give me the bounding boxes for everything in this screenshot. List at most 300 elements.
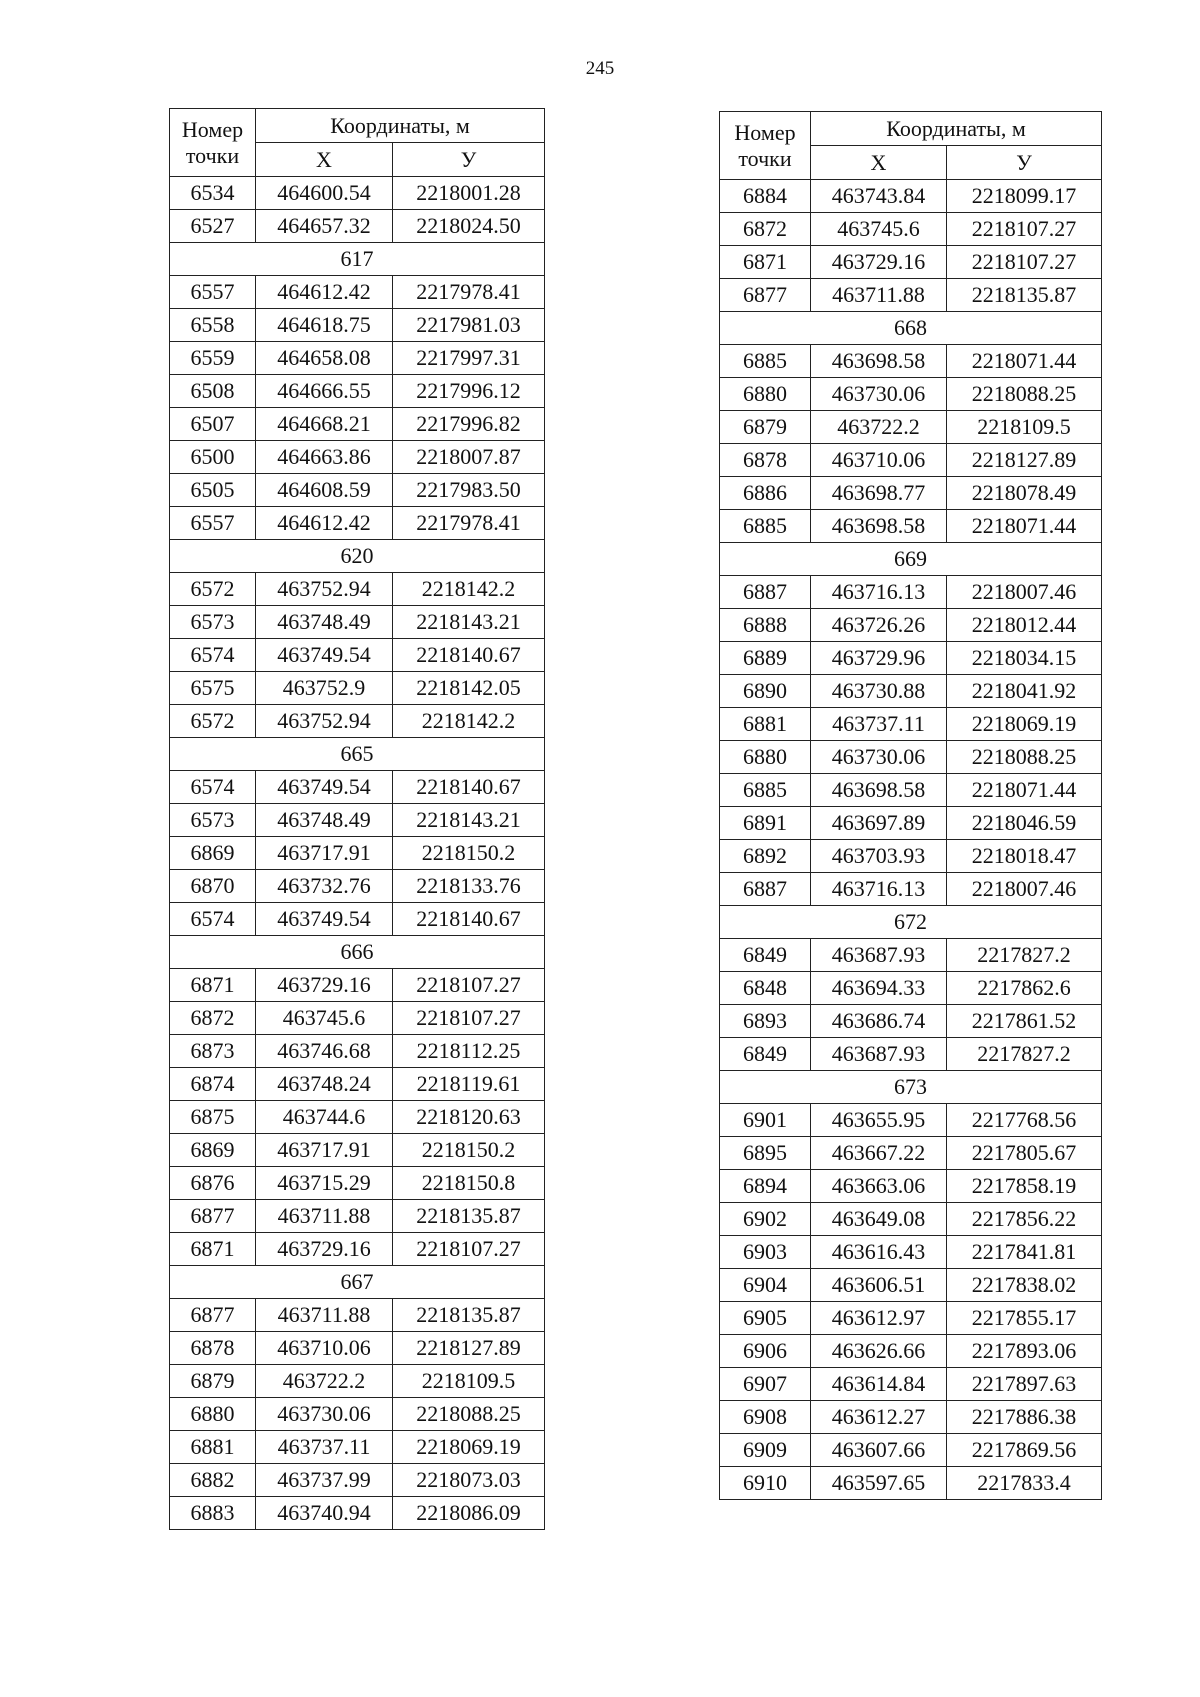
y-coordinate-cell: 2218135.87: [393, 1299, 545, 1332]
point-number-cell: 6574: [170, 903, 256, 936]
point-number-cell: 6880: [170, 1398, 256, 1431]
table-row: [720, 1038, 1102, 1071]
x-coordinate-cell: 463729.16: [811, 246, 947, 279]
x-coordinate-cell: 463722.2: [811, 411, 947, 444]
table-row: [720, 741, 1102, 774]
y-coordinate-cell: 2218119.61: [393, 1068, 545, 1101]
x-coordinate-cell: 464618.75: [256, 309, 393, 342]
point-number-cell: 6879: [720, 411, 811, 444]
y-coordinate-cell: 2218107.27: [947, 213, 1102, 246]
section-row: [170, 936, 545, 969]
x-coordinate-cell: 464612.42: [256, 276, 393, 309]
x-coordinate-cell: 463716.13: [811, 873, 947, 906]
y-coordinate-cell: 2218018.47: [947, 840, 1102, 873]
table-row: [720, 1467, 1102, 1500]
point-number-cell: 6893: [720, 1005, 811, 1038]
point-number-cell: 6573: [170, 606, 256, 639]
point-number-cell: 6871: [170, 1233, 256, 1266]
x-coordinate-cell: 463655.95: [811, 1104, 947, 1137]
section-row: [170, 1266, 545, 1299]
point-number-cell: 6903: [720, 1236, 811, 1269]
point-number-cell: 6872: [720, 213, 811, 246]
point-number-cell: 6870: [170, 870, 256, 903]
y-coordinate-cell: 2217833.4: [947, 1467, 1102, 1500]
table-row: [720, 411, 1102, 444]
point-number-cell: 6873: [170, 1035, 256, 1068]
point-number-cell: 6880: [720, 378, 811, 411]
x-coordinate-cell: 463746.68: [256, 1035, 393, 1068]
table-row: [170, 1299, 545, 1332]
x-coordinate-cell: 463752.94: [256, 705, 393, 738]
y-coordinate-cell: 2218112.25: [393, 1035, 545, 1068]
y-coordinate-cell: 2217858.19: [947, 1170, 1102, 1203]
section-label: 667: [170, 1266, 545, 1299]
table-row: [720, 1401, 1102, 1434]
y-coordinate-cell: 2218069.19: [947, 708, 1102, 741]
point-number-cell: 6885: [720, 345, 811, 378]
point-number-cell: 6890: [720, 675, 811, 708]
y-coordinate-cell: 2218088.25: [947, 741, 1102, 774]
point-number-cell: 6904: [720, 1269, 811, 1302]
x-coordinate-cell: 463717.91: [256, 1134, 393, 1167]
section-row: [720, 1071, 1102, 1104]
point-number-header: [720, 112, 811, 180]
table-row: [170, 1068, 545, 1101]
table-row: [720, 840, 1102, 873]
table-row: [170, 1002, 545, 1035]
y-coordinate-cell: 2218007.46: [947, 873, 1102, 906]
x-coordinate-cell: 463711.88: [811, 279, 947, 312]
point-number-header-line2: точки: [185, 142, 240, 168]
y-coordinate-cell: 2218107.27: [393, 1002, 545, 1035]
x-coordinate-cell: 463686.74: [811, 1005, 947, 1038]
point-number-cell: 6557: [170, 276, 256, 309]
table-row: [720, 510, 1102, 543]
point-number-cell: 6877: [170, 1200, 256, 1233]
table-row: [170, 1332, 545, 1365]
x-coordinate-cell: 463716.13: [811, 576, 947, 609]
table-row: [720, 213, 1102, 246]
table-row: [170, 870, 545, 903]
table-body: [170, 177, 545, 1530]
x-coordinate-cell: 464668.21: [256, 408, 393, 441]
y-header: У: [393, 143, 545, 177]
x-coordinate-cell: 463687.93: [811, 939, 947, 972]
point-number-cell: 6869: [170, 837, 256, 870]
y-coordinate-cell: 2217805.67: [947, 1137, 1102, 1170]
table-row: [170, 375, 545, 408]
table-row: [720, 345, 1102, 378]
x-coordinate-cell: 463730.06: [256, 1398, 393, 1431]
x-coordinate-cell: 463710.06: [256, 1332, 393, 1365]
x-coordinate-cell: 463616.43: [811, 1236, 947, 1269]
table-row: [720, 708, 1102, 741]
x-coordinate-cell: 463729.96: [811, 642, 947, 675]
y-coordinate-cell: 2218143.21: [393, 606, 545, 639]
y-coordinate-cell: 2218135.87: [947, 279, 1102, 312]
x-coordinate-cell: 463715.29: [256, 1167, 393, 1200]
table-row: [720, 1302, 1102, 1335]
point-number-cell: 6869: [170, 1134, 256, 1167]
point-number-cell: 6871: [170, 969, 256, 1002]
table-row: [170, 1398, 545, 1431]
table-row: [170, 1464, 545, 1497]
point-number-cell: 6574: [170, 639, 256, 672]
point-number-cell: 6889: [720, 642, 811, 675]
x-coordinate-cell: 463698.58: [811, 345, 947, 378]
table-body: [720, 180, 1102, 1500]
point-number-cell: 6887: [720, 873, 811, 906]
table-row: [170, 276, 545, 309]
point-number-cell: 6575: [170, 672, 256, 705]
x-coordinate-cell: 463710.06: [811, 444, 947, 477]
x-coordinate-cell: 463597.65: [811, 1467, 947, 1500]
y-coordinate-cell: 2218143.21: [393, 804, 545, 837]
table-row: [170, 969, 545, 1002]
y-coordinate-cell: 2218142.05: [393, 672, 545, 705]
x-coordinate-cell: 463687.93: [811, 1038, 947, 1071]
x-coordinate-cell: 464612.42: [256, 507, 393, 540]
x-coordinate-cell: 463717.91: [256, 837, 393, 870]
table-row: [720, 642, 1102, 675]
table-row: [170, 1101, 545, 1134]
table-row: [720, 939, 1102, 972]
table-row: [170, 441, 545, 474]
page-number: 245: [585, 58, 615, 79]
point-number-cell: 6909: [720, 1434, 811, 1467]
table-row: [720, 180, 1102, 213]
y-coordinate-cell: 2217838.02: [947, 1269, 1102, 1302]
section-row: [170, 738, 545, 771]
section-label: 669: [720, 543, 1102, 576]
point-number-header: [170, 109, 256, 177]
table-row: [170, 1167, 545, 1200]
x-coordinate-cell: 463722.2: [256, 1365, 393, 1398]
x-coordinate-cell: 463612.27: [811, 1401, 947, 1434]
y-coordinate-cell: 2217768.56: [947, 1104, 1102, 1137]
point-number-cell: 6500: [170, 441, 256, 474]
y-coordinate-cell: 2217978.41: [393, 276, 545, 309]
x-coordinate-cell: 463711.88: [256, 1299, 393, 1332]
table-row: [720, 1170, 1102, 1203]
table-row: [720, 444, 1102, 477]
y-coordinate-cell: 2218109.5: [393, 1365, 545, 1398]
y-coordinate-cell: 2218135.87: [393, 1200, 545, 1233]
table-row: [170, 507, 545, 540]
y-coordinate-cell: 2218140.67: [393, 771, 545, 804]
y-coordinate-cell: 2217886.38: [947, 1401, 1102, 1434]
table-row: [720, 774, 1102, 807]
x-coordinate-cell: 463626.66: [811, 1335, 947, 1368]
point-number-cell: 6881: [720, 708, 811, 741]
x-coordinate-cell: 464663.86: [256, 441, 393, 474]
y-coordinate-cell: 2218142.2: [393, 705, 545, 738]
point-number-cell: 6507: [170, 408, 256, 441]
point-number-cell: 6877: [170, 1299, 256, 1332]
x-coordinate-cell: 463749.54: [256, 903, 393, 936]
table-row: [720, 873, 1102, 906]
point-number-cell: 6895: [720, 1137, 811, 1170]
y-coordinate-cell: 2217996.12: [393, 375, 545, 408]
point-number-cell: 6883: [170, 1497, 256, 1530]
table-row: [720, 1335, 1102, 1368]
x-coordinate-cell: 463737.99: [256, 1464, 393, 1497]
y-coordinate-cell: 2218088.25: [393, 1398, 545, 1431]
x-coordinate-cell: 463748.49: [256, 804, 393, 837]
section-label: 673: [720, 1071, 1102, 1104]
table-row: [720, 807, 1102, 840]
table-row: [720, 477, 1102, 510]
table-row: [720, 1005, 1102, 1038]
point-number-header-line2: точки: [738, 145, 792, 171]
table-row: [170, 1200, 545, 1233]
y-coordinate-cell: 2217855.17: [947, 1302, 1102, 1335]
point-number-cell: 6848: [720, 972, 811, 1005]
table-row: [170, 1134, 545, 1167]
x-coordinate-cell: 463663.06: [811, 1170, 947, 1203]
point-number-cell: 6557: [170, 507, 256, 540]
y-coordinate-cell: 2217827.2: [947, 939, 1102, 972]
x-coordinate-cell: 463698.77: [811, 477, 947, 510]
x-coordinate-cell: 463730.88: [811, 675, 947, 708]
y-coordinate-cell: 2217897.63: [947, 1368, 1102, 1401]
point-number-cell: 6886: [720, 477, 811, 510]
x-coordinate-cell: 463694.33: [811, 972, 947, 1005]
y-coordinate-cell: 2218107.27: [393, 969, 545, 1002]
point-number-cell: 6885: [720, 774, 811, 807]
point-number-cell: 6572: [170, 705, 256, 738]
y-coordinate-cell: 2218127.89: [393, 1332, 545, 1365]
header-row: [720, 112, 1102, 146]
y-coordinate-cell: 2217827.2: [947, 1038, 1102, 1071]
table-row: [170, 474, 545, 507]
table-row: [170, 771, 545, 804]
coordinates-header: Координаты, м: [811, 112, 1102, 146]
table-row: [720, 1434, 1102, 1467]
y-coordinate-cell: 2218007.87: [393, 441, 545, 474]
y-coordinate-cell: 2217893.06: [947, 1335, 1102, 1368]
point-number-cell: 6878: [170, 1332, 256, 1365]
section-row: [720, 906, 1102, 939]
y-coordinate-cell: 2218012.44: [947, 609, 1102, 642]
x-coordinate-cell: 463711.88: [256, 1200, 393, 1233]
point-number-cell: 6888: [720, 609, 811, 642]
x-coordinate-cell: 463749.54: [256, 771, 393, 804]
x-coordinate-cell: 463748.49: [256, 606, 393, 639]
y-coordinate-cell: 2217861.52: [947, 1005, 1102, 1038]
x-coordinate-cell: 463744.6: [256, 1101, 393, 1134]
y-coordinate-cell: 2217856.22: [947, 1203, 1102, 1236]
point-number-cell: 6881: [170, 1431, 256, 1464]
table-row: [720, 675, 1102, 708]
x-coordinate-cell: 463732.76: [256, 870, 393, 903]
y-coordinate-cell: 2218150.2: [393, 837, 545, 870]
point-number-cell: 6849: [720, 1038, 811, 1071]
table-row: [720, 972, 1102, 1005]
x-coordinate-cell: 463752.94: [256, 573, 393, 606]
section-row: [720, 543, 1102, 576]
y-coordinate-cell: 2218109.5: [947, 411, 1102, 444]
section-row: [720, 312, 1102, 345]
table-row: [170, 804, 545, 837]
point-number-cell: 6884: [720, 180, 811, 213]
x-coordinate-cell: 463737.11: [256, 1431, 393, 1464]
section-label: 668: [720, 312, 1102, 345]
y-coordinate-cell: 2217869.56: [947, 1434, 1102, 1467]
x-coordinate-cell: 463698.58: [811, 510, 947, 543]
table-row: [170, 672, 545, 705]
section-label: 666: [170, 936, 545, 969]
y-coordinate-cell: 2217981.03: [393, 309, 545, 342]
point-number-cell: 6902: [720, 1203, 811, 1236]
x-coordinate-cell: 463697.89: [811, 807, 947, 840]
point-number-cell: 6572: [170, 573, 256, 606]
table-row: [170, 606, 545, 639]
y-coordinate-cell: 2218140.67: [393, 639, 545, 672]
y-coordinate-cell: 2218133.76: [393, 870, 545, 903]
point-number-header-line1: Номер: [181, 116, 244, 142]
table-row: [170, 573, 545, 606]
table-row: [720, 1203, 1102, 1236]
x-coordinate-cell: 463730.06: [811, 378, 947, 411]
point-number-cell: 6905: [720, 1302, 811, 1335]
y-coordinate-cell: 2218099.17: [947, 180, 1102, 213]
table-row: [720, 1368, 1102, 1401]
y-coordinate-cell: 2218041.92: [947, 675, 1102, 708]
x-coordinate-cell: 463752.9: [256, 672, 393, 705]
point-number-cell: 6876: [170, 1167, 256, 1200]
point-number-cell: 6906: [720, 1335, 811, 1368]
point-number-cell: 6875: [170, 1101, 256, 1134]
coordinates-table-left: [169, 108, 545, 1530]
table-row: [720, 1137, 1102, 1170]
x-coordinate-cell: 464666.55: [256, 375, 393, 408]
table-row: [170, 837, 545, 870]
y-coordinate-cell: 2218107.27: [947, 246, 1102, 279]
point-number-cell: 6892: [720, 840, 811, 873]
section-label: 617: [170, 243, 545, 276]
y-coordinate-cell: 2218107.27: [393, 1233, 545, 1266]
point-number-cell: 6508: [170, 375, 256, 408]
table-row: [720, 576, 1102, 609]
point-number-cell: 6878: [720, 444, 811, 477]
x-coordinate-cell: 463667.22: [811, 1137, 947, 1170]
point-number-cell: 6894: [720, 1170, 811, 1203]
table-row: [170, 1035, 545, 1068]
x-coordinate-cell: 463745.6: [811, 213, 947, 246]
point-number-cell: 6901: [720, 1104, 811, 1137]
section-label: 672: [720, 906, 1102, 939]
x-coordinate-cell: 464658.08: [256, 342, 393, 375]
x-coordinate-cell: 463743.84: [811, 180, 947, 213]
point-number-cell: 6573: [170, 804, 256, 837]
point-number-cell: 6871: [720, 246, 811, 279]
y-coordinate-cell: 2218046.59: [947, 807, 1102, 840]
point-number-cell: 6891: [720, 807, 811, 840]
y-coordinate-cell: 2218140.67: [393, 903, 545, 936]
header-row: [170, 109, 545, 143]
table-row: [170, 1431, 545, 1464]
x-coordinate-cell: 463729.16: [256, 969, 393, 1002]
y-coordinate-cell: 2218071.44: [947, 774, 1102, 807]
section-label: 665: [170, 738, 545, 771]
y-coordinate-cell: 2218001.28: [393, 177, 545, 210]
table-row: [170, 210, 545, 243]
y-coordinate-cell: 2218078.49: [947, 477, 1102, 510]
table-row: [170, 1365, 545, 1398]
section-label: 620: [170, 540, 545, 573]
x-coordinate-cell: 463698.58: [811, 774, 947, 807]
point-number-header-line1: Номер: [734, 119, 796, 145]
x-coordinate-cell: 463745.6: [256, 1002, 393, 1035]
x-coordinate-cell: 463649.08: [811, 1203, 947, 1236]
y-coordinate-cell: 2218086.09: [393, 1497, 545, 1530]
y-coordinate-cell: 2218150.2: [393, 1134, 545, 1167]
y-coordinate-cell: 2218024.50: [393, 210, 545, 243]
section-row: [170, 243, 545, 276]
y-coordinate-cell: 2218069.19: [393, 1431, 545, 1464]
table-row: [720, 246, 1102, 279]
point-number-cell: 6527: [170, 210, 256, 243]
x-coordinate-cell: 463703.93: [811, 840, 947, 873]
x-coordinate-cell: 463729.16: [256, 1233, 393, 1266]
x-coordinate-cell: 463606.51: [811, 1269, 947, 1302]
point-number-cell: 6874: [170, 1068, 256, 1101]
section-row: [170, 540, 545, 573]
y-coordinate-cell: 2218034.15: [947, 642, 1102, 675]
y-coordinate-cell: 2217996.82: [393, 408, 545, 441]
point-number-cell: 6872: [170, 1002, 256, 1035]
y-coordinate-cell: 2217841.81: [947, 1236, 1102, 1269]
point-number-cell: 6910: [720, 1467, 811, 1500]
y-coordinate-cell: 2218071.44: [947, 345, 1102, 378]
point-number-cell: 6534: [170, 177, 256, 210]
coordinates-header: Координаты, м: [256, 109, 545, 143]
x-coordinate-cell: 463749.54: [256, 639, 393, 672]
point-number-cell: 6849: [720, 939, 811, 972]
x-header: X: [256, 143, 393, 177]
table-row: [170, 639, 545, 672]
x-coordinate-cell: 463614.84: [811, 1368, 947, 1401]
table-row: [720, 378, 1102, 411]
x-coordinate-cell: 464600.54: [256, 177, 393, 210]
table-row: [170, 177, 545, 210]
point-number-cell: 6908: [720, 1401, 811, 1434]
coordinates-table-right: [719, 111, 1102, 1500]
table-row: [170, 309, 545, 342]
y-coordinate-cell: 2217862.6: [947, 972, 1102, 1005]
point-number-cell: 6574: [170, 771, 256, 804]
point-number-cell: 6559: [170, 342, 256, 375]
table-row: [720, 1269, 1102, 1302]
point-number-cell: 6887: [720, 576, 811, 609]
point-number-cell: 6558: [170, 309, 256, 342]
x-coordinate-cell: 463726.26: [811, 609, 947, 642]
table-row: [720, 609, 1102, 642]
x-coordinate-cell: 463740.94: [256, 1497, 393, 1530]
table-row: [170, 1233, 545, 1266]
y-coordinate-cell: 2217983.50: [393, 474, 545, 507]
y-coordinate-cell: 2218150.8: [393, 1167, 545, 1200]
y-coordinate-cell: 2217997.31: [393, 342, 545, 375]
y-coordinate-cell: 2218007.46: [947, 576, 1102, 609]
point-number-cell: 6885: [720, 510, 811, 543]
y-header: У: [947, 146, 1102, 180]
y-coordinate-cell: 2218120.63: [393, 1101, 545, 1134]
table-row: [720, 1236, 1102, 1269]
x-coordinate-cell: 463737.11: [811, 708, 947, 741]
x-coordinate-cell: 464608.59: [256, 474, 393, 507]
